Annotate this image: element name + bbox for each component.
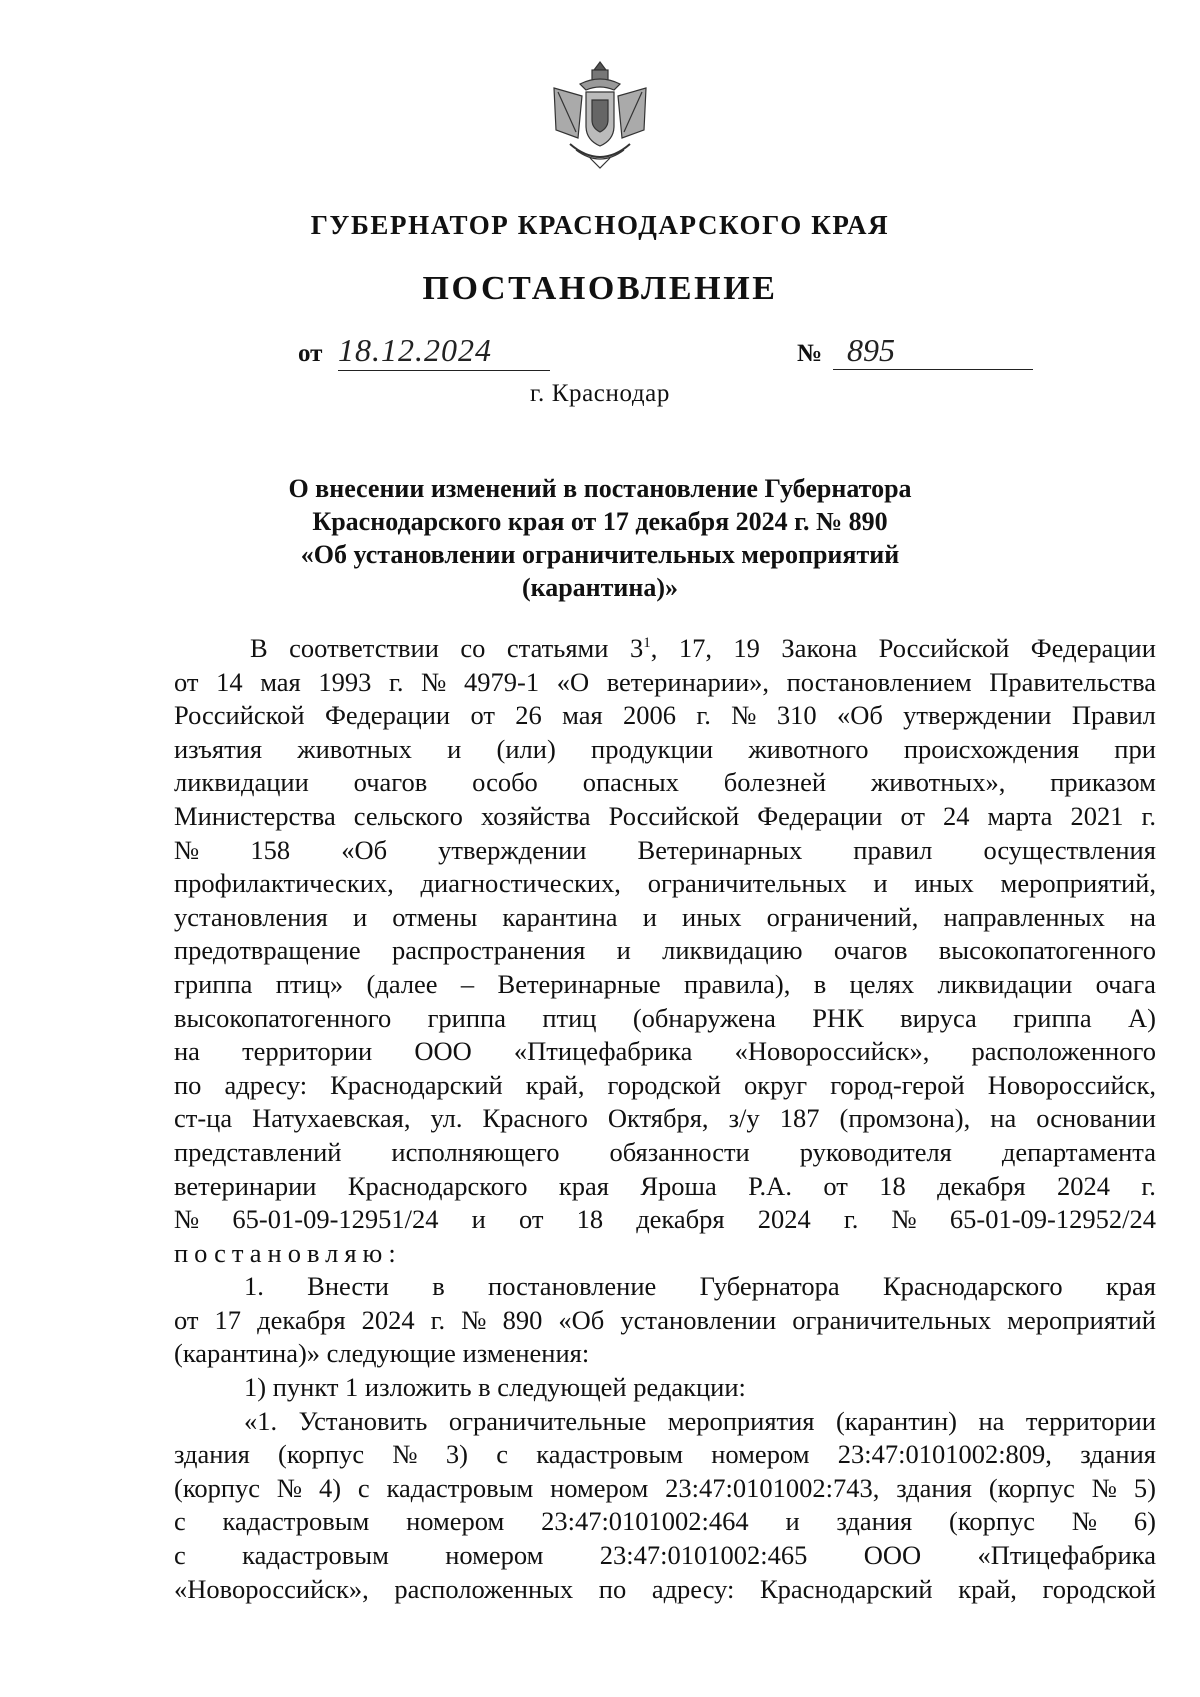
- word: Ветеринарные: [497, 968, 661, 999]
- word: постановлением: [786, 666, 972, 697]
- word: 23:47:0101002:809,: [837, 1439, 1052, 1470]
- body-line: [174, 1472, 1156, 1506]
- word: ООО: [414, 1036, 472, 1067]
- word: мероприятий: [1007, 1304, 1156, 1335]
- body-line: [174, 1002, 1156, 1036]
- word: Краснодарский: [760, 1573, 933, 1604]
- word: №: [891, 1204, 917, 1235]
- word: г.: [1141, 800, 1156, 831]
- coat-of-arms-icon: [540, 58, 660, 178]
- body-line: [174, 867, 1156, 901]
- word: 6): [1133, 1506, 1156, 1537]
- word: направленных: [943, 901, 1105, 932]
- word: №: [421, 666, 447, 697]
- word: очага: [1095, 968, 1156, 999]
- word: 65-01-09-12952/24: [949, 1204, 1156, 1235]
- city-line: г. Краснодар: [530, 380, 670, 407]
- word: от: [518, 1204, 544, 1235]
- word: Правительства: [989, 666, 1156, 697]
- document-body: [174, 632, 1156, 1606]
- word: Ветеринарных: [637, 834, 803, 865]
- word: №: [1071, 1506, 1098, 1537]
- word: утверждении: [438, 834, 587, 865]
- word: происхождения: [903, 733, 1080, 764]
- word: ул.: [430, 1103, 463, 1134]
- word: и: [873, 868, 888, 899]
- word: округ: [744, 1069, 808, 1100]
- word: на: [1130, 901, 1156, 932]
- word: опасных: [582, 767, 679, 798]
- word: В: [250, 633, 268, 663]
- word: установления: [174, 901, 328, 932]
- word: диагностических,: [420, 868, 621, 899]
- word: со: [460, 633, 486, 663]
- word: иных: [682, 901, 742, 932]
- word: 2006: [623, 700, 677, 731]
- word: гриппа: [1013, 1002, 1092, 1033]
- word: правила),: [684, 968, 791, 999]
- word: гриппа: [174, 968, 253, 999]
- word: Краснодарского: [882, 1271, 1063, 1302]
- word: Краснодарского: [347, 1170, 528, 1201]
- word: 158: [250, 834, 291, 865]
- word: кадастровым: [536, 1439, 683, 1470]
- word: Федерации: [1030, 633, 1156, 663]
- superscript: 1: [643, 635, 651, 651]
- word: животного: [748, 733, 869, 764]
- word: хозяйства: [480, 800, 591, 831]
- word: 23:47:0101002:464: [541, 1506, 749, 1537]
- word: сельского: [353, 800, 463, 831]
- body-line: [174, 1102, 1156, 1136]
- word: 310: [776, 700, 817, 731]
- word: 4979-1: [464, 666, 540, 697]
- body-line: [174, 1304, 1156, 1338]
- word: Новороссийск,: [987, 1069, 1156, 1100]
- word: в: [432, 1271, 445, 1302]
- word: №: [1091, 1472, 1117, 1503]
- word: осуществления: [983, 834, 1156, 865]
- word: г.: [696, 700, 711, 731]
- word: ликвидации: [937, 968, 1073, 999]
- body-line: [174, 1405, 1156, 1439]
- word: Красного: [482, 1103, 588, 1134]
- word: с: [496, 1439, 508, 1470]
- line-text: 1) пункт 1 изложить в следующей редакции:: [244, 1372, 746, 1403]
- word: Установить: [298, 1405, 428, 1436]
- word: высокопатогенного: [174, 1002, 392, 1033]
- date-value: 18.12.2024: [338, 332, 550, 371]
- word: 890: [502, 1304, 543, 1335]
- title-line: О внесении изменений в постановление Губернатора: [288, 474, 912, 503]
- word: установлении: [620, 1304, 777, 1335]
- word: по: [598, 1573, 627, 1604]
- number-label: №: [797, 340, 823, 367]
- word: (корпус: [174, 1472, 261, 1503]
- word: целях: [849, 968, 915, 999]
- body-line: [174, 968, 1156, 1002]
- word: номером: [406, 1506, 505, 1537]
- word: 65-01-09-12951/24: [232, 1204, 439, 1235]
- word: при: [1114, 733, 1156, 764]
- word: очагов: [833, 935, 908, 966]
- word: город-герой: [830, 1069, 965, 1100]
- word: здания: [896, 1472, 972, 1503]
- word: 2024: [757, 1204, 811, 1235]
- word: представлений: [174, 1136, 342, 1167]
- word: ,: [650, 633, 658, 663]
- word: марта: [987, 800, 1053, 831]
- word: руководителя: [799, 1136, 952, 1167]
- body-line: [174, 834, 1156, 868]
- word: 187: [779, 1103, 820, 1134]
- word: «Новороссийск»,: [734, 1036, 930, 1067]
- body-line: [174, 1170, 1156, 1204]
- body-line: [174, 1203, 1156, 1237]
- body-line: [174, 1337, 1156, 1371]
- word: мая: [260, 666, 301, 697]
- word: 14: [216, 666, 243, 697]
- word: птиц»: [275, 968, 344, 999]
- body-line: [174, 1136, 1156, 1170]
- word: ст-ца: [174, 1103, 233, 1134]
- word: и: [352, 901, 368, 932]
- word: 17,: [678, 633, 712, 663]
- word: (корпус: [278, 1439, 365, 1470]
- word: «Об: [341, 834, 388, 865]
- word: и: [785, 1506, 800, 1537]
- word: 18: [576, 1204, 604, 1235]
- word: с: [357, 1472, 370, 1503]
- word: 18: [879, 1170, 906, 1201]
- word: №: [731, 700, 757, 731]
- word: 24: [942, 800, 970, 831]
- word: Яроша: [640, 1170, 717, 1201]
- word: (или): [496, 733, 556, 764]
- word: ограничительные: [448, 1405, 647, 1436]
- word: очагов: [353, 767, 428, 798]
- word: 4): [319, 1472, 342, 1503]
- word: Российской: [608, 800, 740, 831]
- word: декабря: [937, 1170, 1026, 1201]
- body-line: [174, 766, 1156, 800]
- word: исполняющего: [391, 1136, 560, 1167]
- body-line: [174, 1438, 1156, 1472]
- word: правил: [853, 834, 933, 865]
- word: «1.: [244, 1405, 278, 1436]
- word: городской: [607, 1069, 721, 1100]
- body-line: [174, 1573, 1156, 1607]
- word: ветеринарии»,: [606, 666, 770, 697]
- word: ООО: [863, 1540, 922, 1571]
- body-line: [174, 800, 1156, 834]
- word: болезней: [723, 767, 827, 798]
- word: от: [174, 666, 199, 697]
- issuer-heading: ГУБЕРНАТОР КРАСНОДАРСКОГО КРАЯ: [310, 210, 890, 240]
- word: отмены: [392, 901, 478, 932]
- body-line: [174, 1371, 1156, 1405]
- word: кадастровым: [242, 1540, 389, 1571]
- word: 19: [733, 633, 760, 663]
- title-line: (карантина)»: [521, 573, 679, 602]
- word: (обнаружена: [632, 1002, 776, 1033]
- word: особо: [472, 767, 538, 798]
- word: Краснодарский: [330, 1069, 503, 1100]
- word: здания: [1080, 1439, 1156, 1470]
- body-line: [174, 632, 1156, 666]
- word: по: [174, 1069, 202, 1100]
- word: птиц: [542, 1002, 597, 1033]
- body-line: [174, 699, 1156, 733]
- word: номером: [711, 1439, 810, 1470]
- word: «Об: [558, 1304, 605, 1335]
- word: (корпус: [949, 1506, 1036, 1537]
- word: от: [174, 1304, 199, 1335]
- title-line: Краснодарского края от 17 декабря 2024 г. № 890: [312, 507, 888, 536]
- word: 23:47:0101002:465: [599, 1540, 808, 1571]
- word: №: [174, 1204, 200, 1235]
- word: край,: [958, 1573, 1017, 1604]
- word: основании: [1036, 1103, 1156, 1134]
- word: ограничений,: [766, 901, 919, 932]
- word: и: [642, 901, 657, 932]
- word: (корпус: [988, 1472, 1075, 1503]
- word: высокопатогенного: [938, 935, 1156, 966]
- word: расположенного: [971, 1036, 1156, 1067]
- word: №: [461, 1304, 487, 1335]
- word: края: [558, 1170, 609, 1201]
- word: от: [823, 1170, 848, 1201]
- word: ликвидацию: [662, 935, 803, 966]
- word: декабря: [257, 1304, 346, 1335]
- word: г.: [388, 666, 404, 697]
- word: карантина: [502, 901, 618, 932]
- word: в: [813, 968, 827, 999]
- word: животных»,: [870, 767, 1006, 798]
- body-line: [174, 1270, 1156, 1304]
- number-value: 895: [833, 332, 1033, 370]
- title-line: «Об установлении ограничительных мероприятий: [300, 540, 900, 569]
- word: номером: [550, 1472, 649, 1503]
- word: и: [616, 935, 631, 966]
- word: от: [470, 700, 495, 731]
- word: 23:47:0101002:743,: [665, 1472, 880, 1503]
- word: и: [447, 733, 462, 764]
- date-number-row: [0, 332, 1200, 376]
- body-line: [174, 1035, 1156, 1069]
- word: предотвращение: [174, 935, 361, 966]
- word: на: [978, 1405, 1005, 1436]
- word: ликвидации: [174, 767, 309, 798]
- word: з/у: [728, 1103, 760, 1134]
- word: с: [174, 1506, 186, 1537]
- word: территории: [242, 1036, 373, 1067]
- word: распространения: [391, 935, 586, 966]
- word: «Об: [836, 700, 883, 731]
- word: департамента: [1001, 1136, 1156, 1167]
- word: кадастровым: [222, 1506, 370, 1537]
- word: городской: [1042, 1573, 1156, 1604]
- word: с: [174, 1540, 186, 1571]
- body-line: [174, 1505, 1156, 1539]
- word: изъятия: [174, 733, 263, 764]
- word: гриппа: [427, 1002, 506, 1033]
- word: ограничительных: [647, 868, 847, 899]
- word: постановление: [488, 1271, 657, 1302]
- word: здания: [836, 1506, 913, 1537]
- word: №: [174, 834, 200, 865]
- word: 1.: [244, 1271, 264, 1302]
- word: на: [174, 1036, 200, 1067]
- word: территории: [1025, 1405, 1156, 1436]
- word: 2024: [361, 1304, 415, 1335]
- word: 2024: [1056, 1170, 1110, 1201]
- body-line: [174, 901, 1156, 935]
- document-type-heading: ПОСТАНОВЛЕНИЕ: [422, 270, 778, 307]
- word: 5): [1133, 1472, 1156, 1503]
- body-line: [174, 733, 1156, 767]
- word: А): [1127, 1002, 1156, 1033]
- word: 1993: [318, 666, 372, 697]
- word: Министерства: [174, 800, 336, 831]
- word: соответствии: [289, 633, 439, 663]
- word: декабря: [636, 1204, 725, 1235]
- word: 17: [214, 1304, 242, 1335]
- word: Российской: [174, 700, 305, 731]
- word: (карантин): [835, 1405, 957, 1436]
- word: номером: [445, 1540, 544, 1571]
- word: продукции: [591, 733, 714, 764]
- word: ограничительных: [792, 1304, 992, 1335]
- word: Губернатора: [699, 1271, 840, 1302]
- word: края: [1105, 1271, 1156, 1302]
- word: Внести: [307, 1271, 389, 1302]
- word: Октября,: [607, 1103, 709, 1134]
- sup-base: 3: [629, 633, 644, 663]
- body-line: [174, 1237, 1156, 1271]
- word: на: [990, 1103, 1017, 1134]
- word: адресу:: [651, 1573, 735, 1604]
- word: (промзона),: [839, 1103, 971, 1134]
- word: утверждении: [903, 700, 1052, 731]
- date-label: от: [298, 340, 323, 367]
- word: вируса: [900, 1002, 977, 1033]
- word: мероприятия: [667, 1405, 815, 1436]
- word: «Новороссийск»,: [174, 1573, 369, 1604]
- word: №: [276, 1472, 303, 1503]
- word: ветеринарии: [174, 1170, 317, 1201]
- word: кадастровым: [386, 1472, 534, 1503]
- body-line: [174, 666, 1156, 700]
- word: расположенных: [394, 1573, 574, 1604]
- word: г.: [430, 1304, 446, 1335]
- word: 26: [515, 700, 542, 731]
- word: 3): [445, 1439, 468, 1470]
- word: животных: [297, 733, 412, 764]
- word: –: [460, 968, 475, 999]
- word: край,: [525, 1069, 585, 1100]
- word: г.: [843, 1204, 859, 1235]
- body-line: [174, 1069, 1156, 1103]
- word: профилактических,: [174, 868, 394, 899]
- word: Правил: [1071, 700, 1156, 731]
- word: статьями: [506, 633, 609, 663]
- body-line: [174, 934, 1156, 968]
- article-ref: [630, 632, 657, 666]
- word: здания: [174, 1439, 250, 1470]
- word: №: [392, 1439, 418, 1470]
- word: Федерации: [324, 700, 451, 731]
- word: «Птицефабрика: [513, 1036, 693, 1067]
- word: обязанности: [609, 1136, 750, 1167]
- word: 2021: [1070, 800, 1124, 831]
- word: Российской: [878, 633, 1010, 663]
- word: мероприятий,: [1000, 868, 1156, 899]
- word: Р.А.: [748, 1170, 792, 1201]
- word: приказом: [1050, 767, 1156, 798]
- word: (далее: [366, 968, 438, 999]
- word: Федерации: [757, 800, 883, 831]
- body-line: [174, 1539, 1156, 1573]
- document-title: [0, 472, 1200, 604]
- resolution-word: постановляю:: [174, 1237, 402, 1268]
- word: РНК: [812, 1002, 864, 1033]
- word: «Птицефабрика: [977, 1540, 1156, 1571]
- line-text: (карантина)» следующие изменения:: [174, 1338, 590, 1369]
- word: г.: [1141, 1170, 1156, 1201]
- word: Закона: [781, 633, 858, 663]
- word: от: [900, 800, 925, 831]
- word: «О: [556, 666, 590, 697]
- word: иных: [914, 868, 974, 899]
- word: мая: [562, 700, 603, 731]
- word: и: [471, 1204, 486, 1235]
- word: адресу:: [224, 1069, 308, 1100]
- word: Натухаевская,: [252, 1103, 411, 1134]
